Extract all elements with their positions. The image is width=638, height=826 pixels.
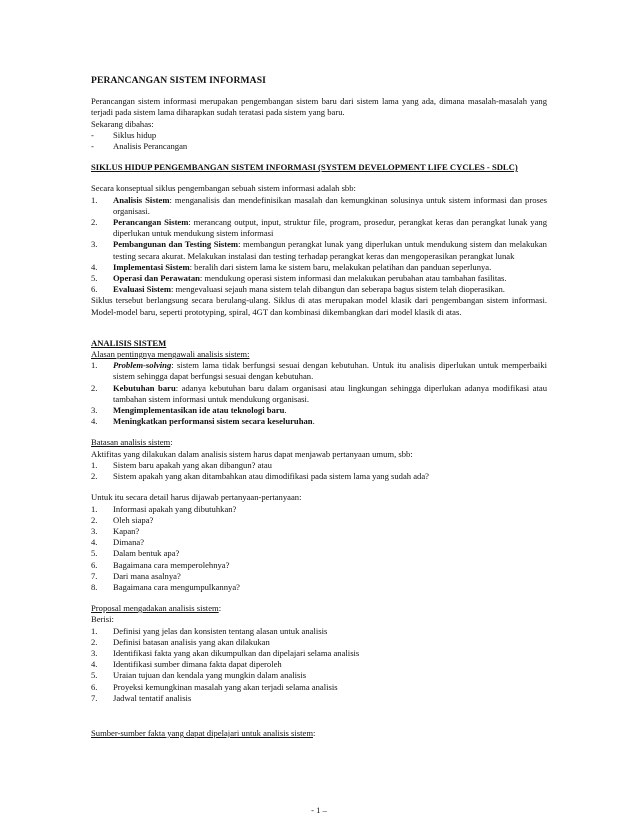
reason-desc: : adanya kebutuhan baru dalam organisasi atau lingkungan sehingga diperlukan adanya modifikasi atau tambahan sistem informasi untuk mendukung organisasi. bbox=[113, 382, 547, 404]
list-item-text: Definisi yang jelas dan konsisten tentang alasan untuk analisis bbox=[113, 625, 328, 636]
list-number: 7. bbox=[91, 692, 98, 703]
list-item bbox=[91, 460, 547, 471]
list-item bbox=[91, 582, 547, 593]
list-number: 7. bbox=[91, 570, 98, 581]
list-item bbox=[91, 284, 547, 295]
list-item bbox=[91, 504, 547, 515]
list-item-text: Dari mana asalnya? bbox=[113, 570, 181, 581]
step-term: Pembangunan dan Testing Sistem bbox=[113, 239, 239, 250]
page-number: - 1 – bbox=[311, 805, 327, 815]
list-number: 1. bbox=[91, 194, 98, 205]
list-item-text: Bagaimana cara mengumpulkannya? bbox=[113, 581, 240, 592]
proposal-heading: Proposal mengadakan analisis sistem bbox=[91, 603, 219, 614]
list-item-text: Oleh siapa? bbox=[113, 514, 154, 525]
list-bullet: - bbox=[91, 141, 94, 152]
batasan-list bbox=[91, 460, 547, 482]
batasan-heading: Batasan analisis sistem bbox=[91, 437, 171, 448]
list-item bbox=[91, 195, 547, 217]
step-term: Evaluasi Sistem bbox=[113, 284, 172, 295]
heading-colon: : bbox=[218, 603, 222, 614]
reason-term: Meningkatkan performansi sistem secara keseluruhan bbox=[113, 416, 313, 427]
list-number: 6. bbox=[91, 681, 98, 692]
list-item-text: Identifikasi fakta yang akan dikumpulkan dan dipelajari selama analisis bbox=[113, 647, 360, 658]
list-number: 2. bbox=[91, 636, 98, 647]
list-number: 6. bbox=[91, 559, 98, 570]
list-item bbox=[91, 471, 547, 482]
list-number: 3. bbox=[91, 647, 98, 658]
list-item-text: Dimana? bbox=[113, 537, 145, 548]
list-number: 2. bbox=[91, 471, 98, 482]
list-number: 4. bbox=[91, 659, 98, 670]
step-desc: : mengevaluasi sejauh mana sistem telah dibangun dan seberapa bagus sistem telah dioperasikan. bbox=[171, 284, 505, 295]
step-term: Perancangan Sistem bbox=[113, 217, 189, 228]
list-number: 5. bbox=[91, 273, 98, 284]
step-desc: : menganalisis dan mendefinisikan masalah dan kemungkinan solusinya untuk sistem informasi dan proses organisasi. bbox=[113, 194, 547, 216]
list-item bbox=[91, 141, 547, 152]
list-item bbox=[91, 693, 547, 704]
list-number: 1. bbox=[91, 360, 98, 371]
list-item bbox=[91, 670, 547, 681]
intro-paragraph: Perancangan sistem informasi merupakan pengembangan sistem baru dari sistem lama yang ada, dimana masalah-masalah yang terjadi pada sistem lama diharapkan sudah teratasi pada sistem yang baru. bbox=[91, 96, 547, 118]
reason-desc: . bbox=[284, 405, 287, 416]
reason-desc: : sistem lama tidak berfungsi sesuai dengan kebutuhan. Untuk itu analisis diperlukan untuk memperbaiki sistem sehingga dapat berfungsi sesuai dengan kebutuhan. bbox=[113, 360, 547, 382]
sdlc-intro: Secara konseptual siklus pengembangan sebuah sistem informasi adalah sbb: bbox=[91, 183, 356, 194]
sdlc-heading: SIKLUS HIDUP PENGEMBANGAN SISTEM INFORMASI (SYSTEM DEVELOPMENT LIFE CYCLES - SDLC) bbox=[91, 162, 518, 173]
list-item-text: Kapan? bbox=[113, 525, 140, 536]
list-number: 1. bbox=[91, 503, 98, 514]
list-item-text: Analisis Perancangan bbox=[113, 141, 188, 152]
list-number: 3. bbox=[91, 239, 98, 250]
heading-colon: : bbox=[170, 437, 173, 448]
list-item bbox=[91, 537, 547, 548]
list-number: 3. bbox=[91, 405, 98, 416]
list-item bbox=[91, 273, 547, 284]
step-desc: : mendukung operasi sistem informasi dan melakukan perubahan atau tambahan fasilitas. bbox=[199, 273, 507, 284]
proposal-heading-line bbox=[91, 603, 547, 614]
list-item bbox=[91, 416, 547, 427]
list-number: 4. bbox=[91, 416, 98, 427]
alasan-list bbox=[91, 360, 547, 427]
list-number: 2. bbox=[91, 217, 98, 228]
list-item-text: Uraian tujuan dan kendala yang mungkin dalam analisis bbox=[113, 670, 307, 681]
step-term: Implementasi Sistem bbox=[113, 261, 190, 272]
heading-colon: : bbox=[313, 727, 316, 738]
list-item-text: Sistem apakah yang akan ditambahkan atau dimodifikasi pada sistem lama yang sudah ada? bbox=[113, 471, 429, 482]
proposal-berisi: Berisi: bbox=[91, 614, 114, 625]
reason-desc: . bbox=[312, 416, 315, 427]
list-number: 2. bbox=[91, 382, 98, 393]
list-item bbox=[91, 360, 547, 382]
list-item-text: Definisi batasan analisis yang akan dilakukan bbox=[113, 636, 270, 647]
sumber-heading: Sumber-sumber fakta yang dapat dipelajari untuk analisis sistem bbox=[91, 727, 314, 738]
batasan-heading-line bbox=[91, 437, 547, 448]
sumber-heading-line bbox=[91, 728, 547, 739]
list-item bbox=[91, 637, 547, 648]
list-item-text: Jadwal tentatif analisis bbox=[113, 692, 192, 703]
list-item bbox=[91, 548, 547, 559]
list-number: 5. bbox=[91, 548, 98, 559]
list-item bbox=[91, 682, 547, 693]
list-number: 5. bbox=[91, 670, 98, 681]
proposal-list bbox=[91, 626, 547, 704]
step-desc: : merancang output, input, struktur file, program, prosedur, perangkat keras dan perangkat lunak yang diperlukan untuk mendukung sistem informasi bbox=[113, 217, 547, 239]
topics-intro: Sekarang dibahas: bbox=[91, 118, 154, 129]
list-number: 6. bbox=[91, 284, 98, 295]
list-bullet: - bbox=[91, 129, 94, 140]
list-item bbox=[91, 239, 547, 261]
list-number: 3. bbox=[91, 525, 98, 536]
list-item bbox=[91, 217, 547, 239]
detail-intro: Untuk itu secara detail harus dijawab pertanyaan-pertanyaan: bbox=[91, 492, 302, 503]
list-item bbox=[91, 626, 547, 637]
list-item bbox=[91, 648, 547, 659]
list-item-text: Sistem baru apakah yang akan dibangun? atau bbox=[113, 459, 272, 470]
sdlc-steps-list bbox=[91, 195, 547, 296]
page-content bbox=[91, 75, 547, 739]
list-number: 1. bbox=[91, 459, 98, 470]
list-item bbox=[91, 262, 547, 273]
analisis-heading: ANALISIS SISTEM bbox=[91, 337, 167, 348]
list-item bbox=[91, 405, 547, 416]
list-item-text: Bagaimana cara memperolehnya? bbox=[113, 559, 230, 570]
list-number: 2. bbox=[91, 514, 98, 525]
list-number: 4. bbox=[91, 261, 98, 272]
list-item bbox=[91, 659, 547, 670]
topics-list bbox=[91, 130, 547, 152]
list-item-text: Dalam bentuk apa? bbox=[113, 548, 180, 559]
questions-list bbox=[91, 504, 547, 594]
list-number: 1. bbox=[91, 625, 98, 636]
list-item bbox=[91, 560, 547, 571]
list-item-text: Siklus hidup bbox=[113, 129, 157, 140]
list-item bbox=[91, 571, 547, 582]
list-item-text: Informasi apakah yang dibutuhkan? bbox=[113, 503, 237, 514]
document-title: PERANCANGAN SISTEM INFORMASI bbox=[91, 75, 266, 86]
list-item bbox=[91, 526, 547, 537]
list-number: 8. bbox=[91, 581, 98, 592]
list-item-text: Identifikasi sumber dimana fakta dapat diperoleh bbox=[113, 659, 282, 670]
list-item bbox=[91, 383, 547, 405]
sdlc-closing: Siklus tersebut berlangsung secara berulang-ulang. Siklus di atas merupakan model klasik dari pengembangan sistem informasi. Model-model baru, seperti prototyping, spiral, 4GT dan kombinasi dikembangkan dari model klasik di atas. bbox=[91, 295, 547, 317]
step-term: Operasi dan Perawatan bbox=[113, 273, 200, 284]
step-term: Analisis Sistem bbox=[113, 194, 170, 205]
reason-term: Mengimplementasikan ide atau teknologi baru bbox=[113, 405, 285, 416]
list-item bbox=[91, 130, 547, 141]
list-item bbox=[91, 515, 547, 526]
step-desc: : membangun perangkat lunak yang diperlukan untuk mendukung sistem dan melakukan testing secara akurat. Melakukan instalasi dan testing terhadap perangkat keras dan mengoperasikan perangkat lunak bbox=[113, 239, 547, 261]
batasan-intro: Aktifitas yang dilakukan dalam analisis sistem harus dapat menjawab pertanyaan umum, sbb: bbox=[91, 448, 413, 459]
list-item-text: Proyeksi kemungkinan masalah yang akan terjadi selama analisis bbox=[113, 681, 338, 692]
list-number: 4. bbox=[91, 537, 98, 548]
alasan-heading: Alasan pentingnya mengawali analisis sistem: bbox=[91, 349, 250, 360]
reason-term: Problem-solving bbox=[113, 360, 172, 371]
reason-term: Kebutuhan baru bbox=[113, 382, 176, 393]
step-desc: : beralih dari sistem lama ke sistem baru, melakukan pelatihan dan panduan seperlunya. bbox=[189, 261, 492, 272]
